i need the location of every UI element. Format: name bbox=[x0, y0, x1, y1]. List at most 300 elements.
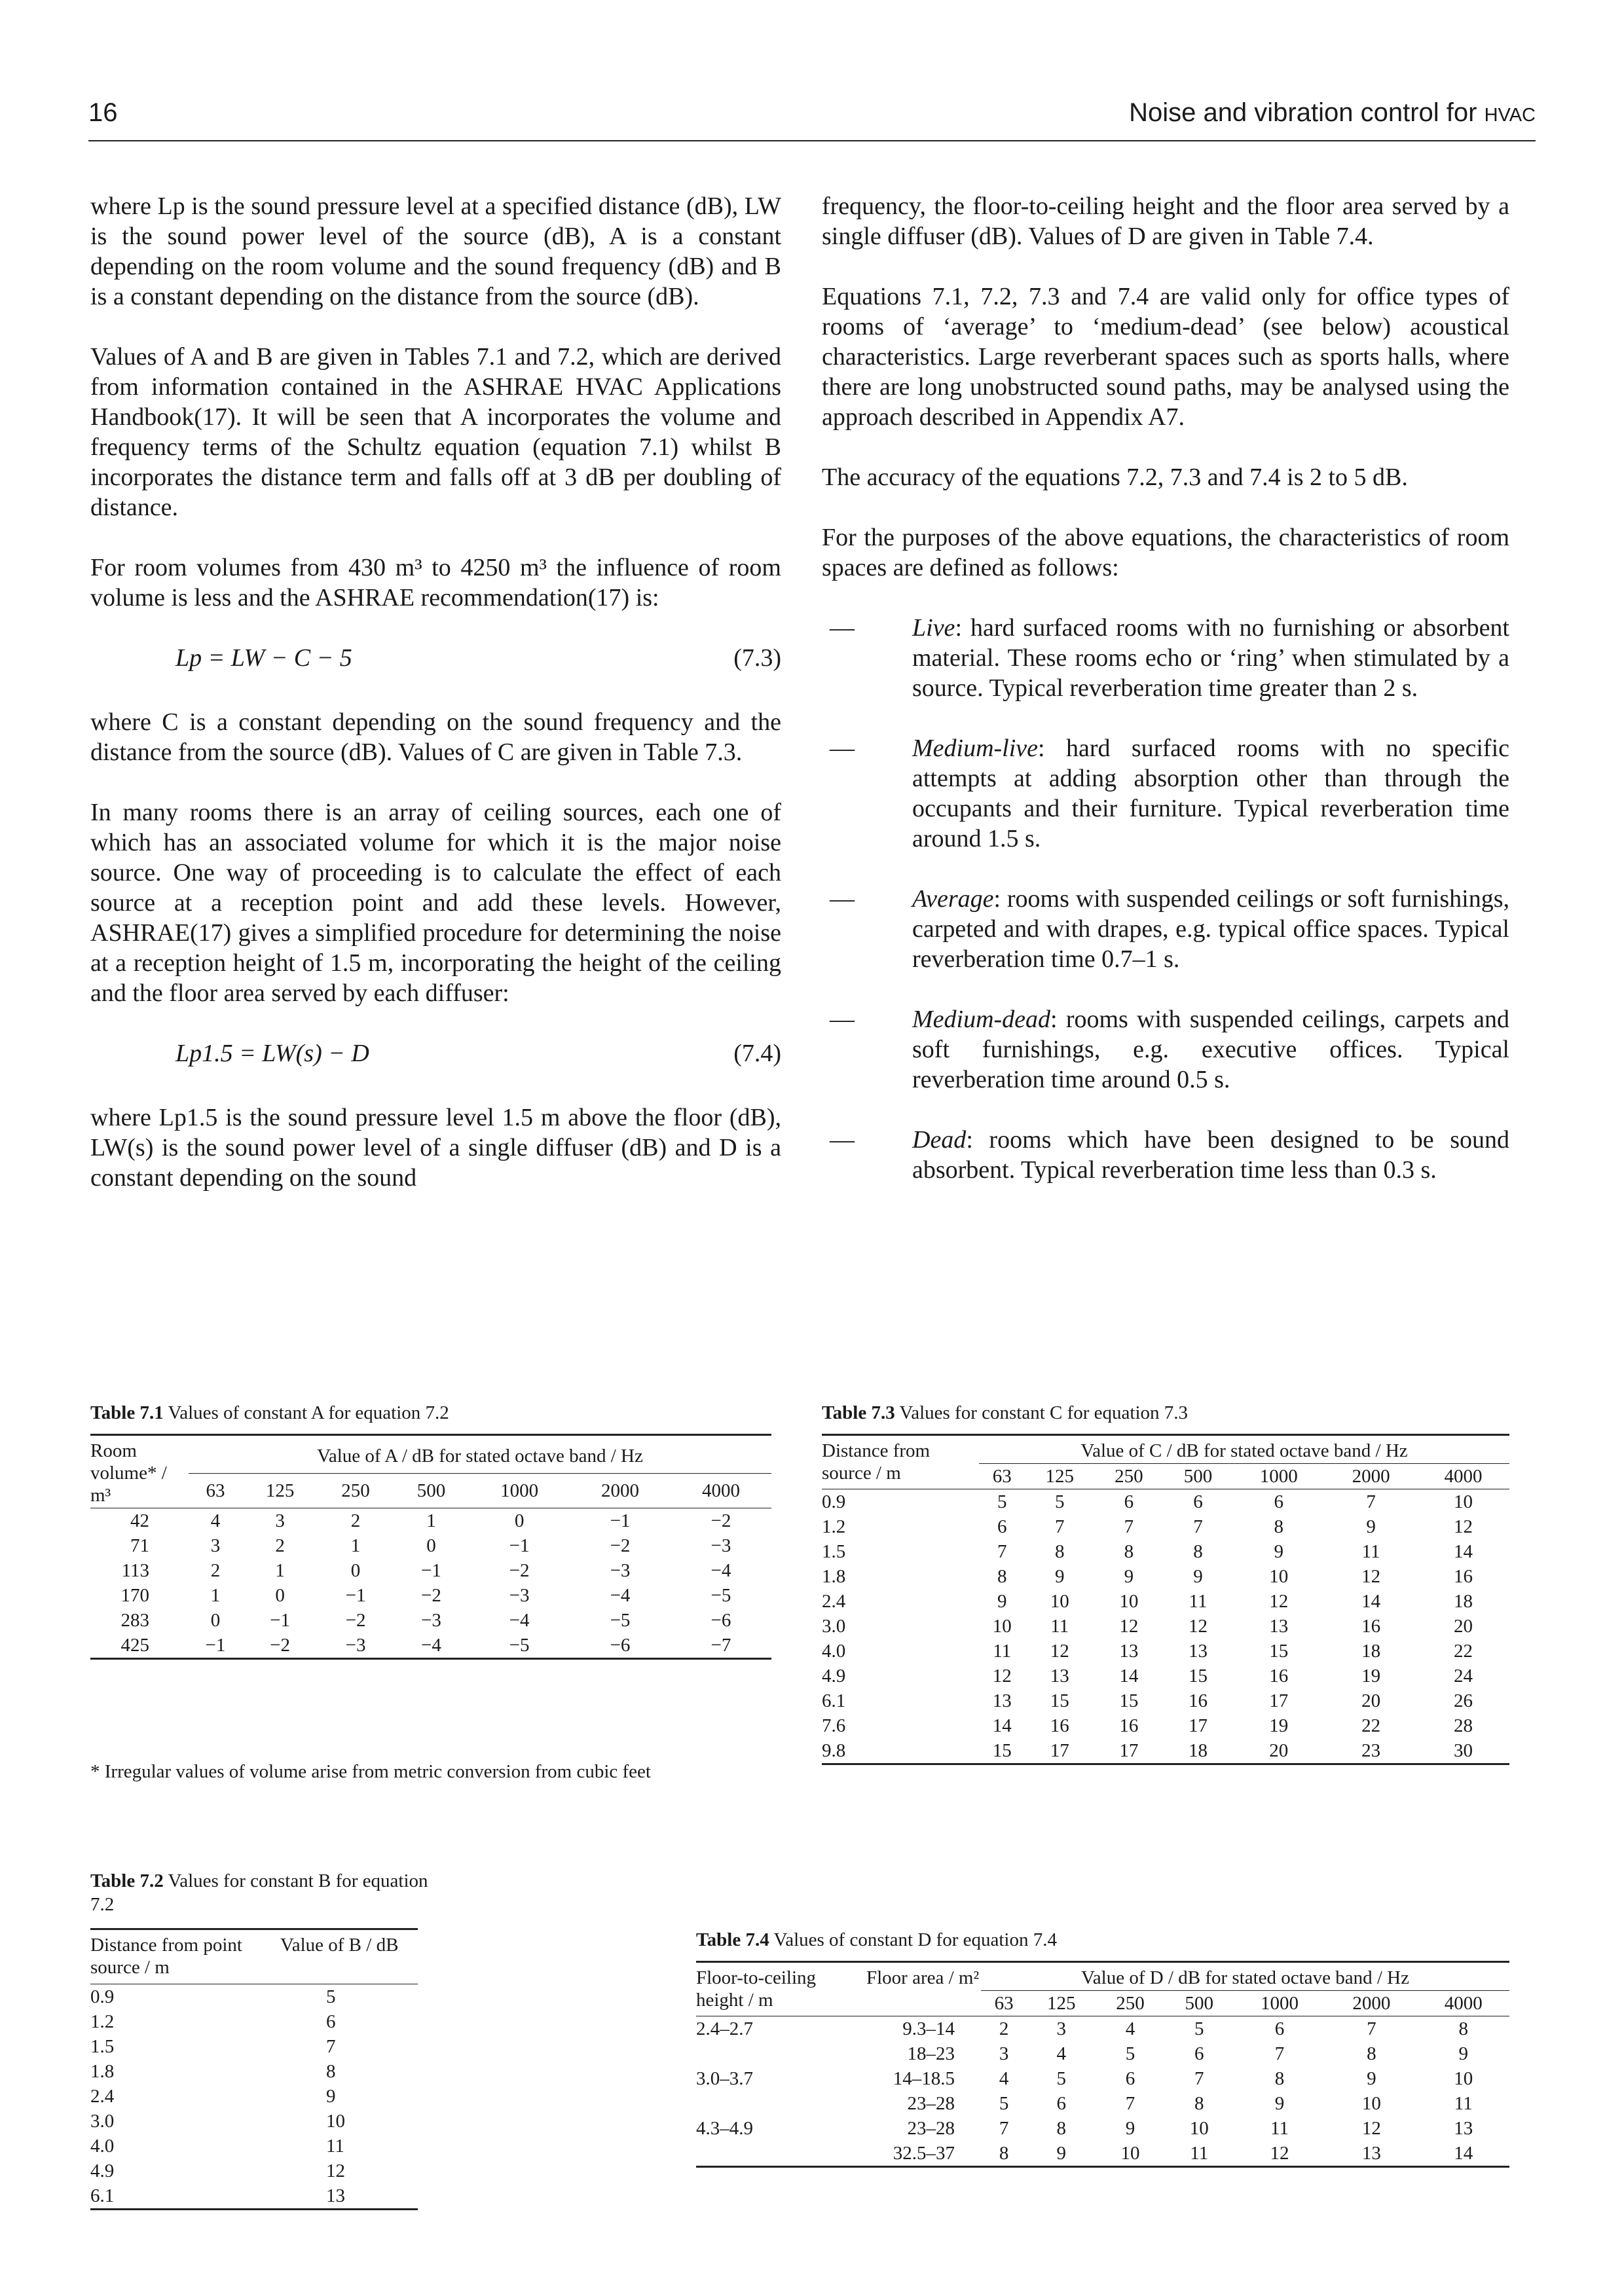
table-cell: 7 bbox=[1367, 2018, 1376, 2039]
table-row bbox=[90, 2109, 418, 2134]
table-row bbox=[90, 2034, 418, 2059]
table-cell: −6 bbox=[710, 1610, 731, 1631]
table-cell: 3 bbox=[999, 2043, 1009, 2064]
table-cell: 7 bbox=[1194, 2068, 1204, 2089]
table-cell: 6 bbox=[326, 2011, 336, 2032]
table-cell: 12 bbox=[1269, 1591, 1289, 1612]
paragraph: where Lp1.5 is the sound pressure level 1.5 m above the floor (dB), LW(s) is the sound power level of a single diffuser (dB) and D is a constant depending on the sound bbox=[90, 1104, 781, 1192]
table-cell: 7 bbox=[1193, 1516, 1203, 1537]
table-cell: 17 bbox=[1269, 1690, 1289, 1711]
band-header: 250 bbox=[1116, 1993, 1145, 2014]
band-header: 63 bbox=[994, 1993, 1014, 2014]
table-cell: 6 bbox=[1194, 2043, 1204, 2064]
table-cell: 9 bbox=[1366, 1516, 1376, 1537]
table-cell: 16 bbox=[1189, 1690, 1208, 1711]
table-cell: 8 bbox=[997, 1566, 1007, 1587]
table-cell: 13 bbox=[1050, 1666, 1069, 1686]
paragraph: For room volumes from 430 m³ to 4250 m³ the influence of room volume is less and the ASHRAE recommendation(17) is: bbox=[90, 554, 781, 611]
table-cell: 14 bbox=[1361, 1591, 1381, 1612]
list-dash: — bbox=[830, 1006, 855, 1033]
table-cell: 12 bbox=[992, 1666, 1012, 1686]
table-cell: 2 bbox=[275, 1535, 285, 1556]
table-cell: 4 bbox=[999, 2068, 1009, 2089]
table-header: Floor area / m² bbox=[866, 1967, 980, 1988]
table-cell: −2 bbox=[610, 1535, 631, 1556]
table-cell: 6 bbox=[1193, 1491, 1203, 1512]
table-cell: 32.5–37 bbox=[893, 2143, 955, 2164]
running-title: Noise and vibration control for HVAC bbox=[1129, 98, 1536, 127]
table-cell: 7 bbox=[1124, 1516, 1134, 1537]
table-7-3-caption: Table 7.3 Values for constant C for equation 7.3 bbox=[822, 1402, 1189, 1423]
table-cell: 11 bbox=[1454, 2093, 1473, 2114]
table-cell: 0 bbox=[275, 1585, 285, 1606]
table-cell: 15 bbox=[992, 1740, 1012, 1761]
table-cell: 42 bbox=[130, 1510, 149, 1531]
table-cell: 0 bbox=[210, 1610, 221, 1631]
table-cell: 5 bbox=[1194, 2018, 1204, 2039]
table-span-header: Value of D / dB for stated octave band / Hz bbox=[981, 1962, 1509, 1991]
table-cell: 11 bbox=[1189, 1591, 1208, 1612]
list-item bbox=[822, 1004, 1509, 1095]
table-cell: 18 bbox=[1454, 1591, 1473, 1612]
table-cell: 10 bbox=[992, 1616, 1012, 1637]
table-cell: 14 bbox=[1454, 2143, 1473, 2164]
table-cell: −1 bbox=[270, 1610, 291, 1631]
table-cell: −5 bbox=[710, 1585, 731, 1606]
table-cell: 4.0 bbox=[90, 2136, 115, 2157]
table-cell: 7 bbox=[1125, 2093, 1135, 2114]
table-cell: 16 bbox=[1269, 1666, 1289, 1686]
table-cell: 4.9 bbox=[90, 2160, 115, 2181]
table-row bbox=[696, 2016, 1509, 2042]
table-cell: 11 bbox=[326, 2136, 344, 2157]
table-cell: 7 bbox=[326, 2036, 336, 2057]
table-cell: 10 bbox=[1050, 1591, 1069, 1612]
table-cell: 1.2 bbox=[90, 2011, 115, 2032]
table-cell: 7 bbox=[997, 1541, 1007, 1562]
table-row bbox=[822, 1639, 1509, 1664]
table-cell: −4 bbox=[710, 1560, 731, 1581]
band-header: 2000 bbox=[1352, 1993, 1391, 2014]
paragraph: Values of A and B are given in Tables 7.1 and 7.2, which are derived from information contained in the ASHRAE HVAC Applications Handbook(17). It will be seen that A incorporates the volume and frequency terms of the Schultz equation (equation 7.1) whilst B incorporates the distance term and falls off at 3 dB per doubling of distance. bbox=[90, 343, 781, 521]
list-item-text: Medium-dead: rooms with suspended ceilings, carpets and soft furnishings, e.g. executive offices. Typical reverberation time around 0.5 s. bbox=[912, 1006, 1509, 1093]
band-header: 125 bbox=[1047, 1993, 1076, 2014]
table-cell: 8 bbox=[1193, 1541, 1203, 1562]
equation-7-4: Lp1.5 = LW(s) − D (7.4) bbox=[175, 1040, 781, 1067]
table-cell: 3.0–3.7 bbox=[696, 2068, 753, 2089]
table-cell: −1 bbox=[610, 1510, 631, 1531]
table-cell: 5 bbox=[326, 1986, 336, 2007]
paragraph: The accuracy of the equations 7.2, 7.3 and 7.4 is 2 to 5 dB. bbox=[822, 464, 1408, 491]
table-cell: 0 bbox=[514, 1510, 525, 1531]
table-7-4-caption: Table 7.4 Values of constant D for equation 7.4 bbox=[696, 1929, 1057, 1950]
table-cell: 8 bbox=[999, 2143, 1009, 2164]
table-cell: 13 bbox=[992, 1690, 1012, 1711]
table-cell: 0 bbox=[350, 1560, 361, 1581]
list-dash: — bbox=[830, 885, 855, 913]
table-7-1 bbox=[90, 1434, 771, 1660]
table-cell: 1 bbox=[350, 1535, 361, 1556]
band-header: 1000 bbox=[1259, 1466, 1298, 1487]
table-cell: 13 bbox=[326, 2185, 345, 2206]
band-header: 4000 bbox=[1444, 1466, 1483, 1487]
table-cell: 4 bbox=[1125, 2018, 1135, 2039]
table-cell: 9.8 bbox=[822, 1740, 846, 1761]
table-row bbox=[90, 2059, 418, 2084]
band-header: 500 bbox=[1183, 1466, 1213, 1487]
table-cell: 22 bbox=[1454, 1641, 1473, 1662]
table-cell: 23–28 bbox=[907, 2093, 955, 2114]
table-cell: −2 bbox=[345, 1610, 366, 1631]
table-cell: 19 bbox=[1269, 1715, 1289, 1736]
table-cell: 6.1 bbox=[90, 2185, 115, 2206]
table-row bbox=[90, 1558, 771, 1583]
table-cell: 7 bbox=[999, 2118, 1009, 2139]
table-cell: 3 bbox=[210, 1535, 221, 1556]
table-row bbox=[822, 1713, 1509, 1738]
band-header: 1000 bbox=[500, 1480, 539, 1502]
table-cell: −2 bbox=[270, 1635, 291, 1656]
table-cell: −1 bbox=[421, 1560, 441, 1581]
table-cell: 15 bbox=[1050, 1690, 1069, 1711]
table-row bbox=[822, 1489, 1509, 1515]
table-cell bbox=[696, 2091, 866, 2116]
list-item bbox=[822, 613, 1509, 703]
table-cell: 5 bbox=[997, 1491, 1007, 1512]
table-cell: −4 bbox=[610, 1585, 631, 1606]
table-cell: 12 bbox=[1270, 2143, 1289, 2164]
table-cell: 9 bbox=[997, 1591, 1007, 1612]
table-cell: 15 bbox=[1119, 1690, 1139, 1711]
table-cell: 7 bbox=[1054, 1516, 1065, 1537]
table-cell: 2.4–2.7 bbox=[696, 2018, 753, 2039]
table-cell: 17 bbox=[1189, 1715, 1208, 1736]
table-cell: −3 bbox=[421, 1610, 441, 1631]
table-cell: 1 bbox=[210, 1585, 221, 1606]
band-header: 500 bbox=[416, 1480, 446, 1502]
table-cell: 7.6 bbox=[822, 1715, 846, 1736]
table-cell: 12 bbox=[1189, 1616, 1208, 1637]
table-cell: 9 bbox=[1124, 1566, 1134, 1587]
table-cell: 2.4 bbox=[90, 2086, 115, 2107]
table-cell: 9.3–14 bbox=[902, 2018, 955, 2039]
table-cell bbox=[696, 2141, 866, 2167]
band-header: 500 bbox=[1185, 1993, 1213, 2014]
table-row bbox=[822, 1688, 1509, 1713]
table-row bbox=[696, 2041, 1509, 2066]
table-cell: 3 bbox=[275, 1510, 285, 1531]
table-cell: 11 bbox=[1361, 1541, 1380, 1562]
table-cell: 6 bbox=[1124, 1491, 1134, 1512]
table-cell: 28 bbox=[1454, 1715, 1473, 1736]
table-cell: 11 bbox=[993, 1641, 1012, 1662]
table-cell: −3 bbox=[509, 1585, 530, 1606]
table-cell: 6.1 bbox=[822, 1690, 846, 1711]
table-cell: 9 bbox=[1458, 2043, 1468, 2064]
table-cell: −3 bbox=[710, 1535, 731, 1556]
table-cell: 10 bbox=[1454, 1491, 1473, 1512]
table-cell: 4.3–4.9 bbox=[696, 2118, 753, 2139]
table-cell: 11 bbox=[1050, 1616, 1069, 1637]
table-cell: 8 bbox=[1367, 2043, 1376, 2064]
table-cell: 3.0 bbox=[822, 1616, 846, 1637]
list-item bbox=[822, 1125, 1509, 1185]
table-cell: −2 bbox=[509, 1560, 530, 1581]
list-term: Live bbox=[912, 614, 955, 642]
list-term: Medium-live bbox=[912, 735, 1039, 762]
table-cell: −7 bbox=[710, 1635, 731, 1656]
page-number: 16 bbox=[88, 98, 118, 127]
page-header bbox=[88, 97, 1536, 141]
table-cell: 30 bbox=[1454, 1740, 1473, 1761]
table-cell: 14 bbox=[1119, 1666, 1139, 1686]
table-cell: 5 bbox=[999, 2093, 1009, 2114]
table-row bbox=[90, 2183, 418, 2210]
table-cell: 14 bbox=[992, 1715, 1012, 1736]
table-cell: 9 bbox=[1193, 1566, 1203, 1587]
table-cell: 11 bbox=[1190, 2143, 1209, 2164]
table-cell: 1.8 bbox=[90, 2061, 115, 2082]
table-cell: 18 bbox=[1361, 1641, 1381, 1662]
table-span-header: Value of A / dB for stated octave band / Hz bbox=[189, 1435, 771, 1474]
table-cell: 14–18.5 bbox=[893, 2068, 955, 2089]
table-cell: 113 bbox=[121, 1560, 149, 1581]
table-cell: 10 bbox=[1119, 1591, 1139, 1612]
table-cell: 16 bbox=[1119, 1715, 1139, 1736]
table-cell: 13 bbox=[1189, 1641, 1208, 1662]
left-column bbox=[90, 191, 781, 1223]
table-cell: 12 bbox=[1050, 1641, 1069, 1662]
table-cell: 17 bbox=[1050, 1740, 1069, 1761]
table-cell: 3.0 bbox=[90, 2111, 115, 2132]
table-cell: −1 bbox=[509, 1535, 530, 1556]
table-cell: 8 bbox=[1124, 1541, 1134, 1562]
table-cell: 1.5 bbox=[822, 1541, 846, 1562]
table-cell: 5 bbox=[1054, 1491, 1065, 1512]
table-cell: 18 bbox=[1189, 1740, 1208, 1761]
list-term: Medium-dead bbox=[912, 1006, 1051, 1033]
list-item bbox=[822, 884, 1509, 974]
paragraph: Equations 7.1, 7.2, 7.3 and 7.4 are valid only for office types of rooms of ‘average’ to ‘medium-dead’ (see below) acoustical characteristics. Large reverberant spaces such as sports halls, where there are long unobstructed sound paths, may be analysed using the approach described in Appendix A7. bbox=[822, 283, 1509, 431]
table-row bbox=[90, 1533, 771, 1558]
table-cell: 10 bbox=[1189, 2118, 1209, 2139]
list-dash: — bbox=[830, 735, 855, 762]
table-cell: 4.9 bbox=[822, 1666, 846, 1686]
paragraph: where C is a constant depending on the sound frequency and the distance from the source (dB). Values of C are given in Table 7.3. bbox=[90, 708, 781, 766]
table-cell: 10 bbox=[1454, 2068, 1473, 2089]
table-cell: 2 bbox=[999, 2018, 1009, 2039]
table-cell: 10 bbox=[1361, 2093, 1381, 2114]
table-cell: 8 bbox=[1458, 2018, 1468, 2039]
table-cell: 26 bbox=[1454, 1690, 1473, 1711]
table-cell: 19 bbox=[1361, 1666, 1381, 1686]
table-header: Distance from source / m bbox=[822, 1440, 931, 1484]
right-column bbox=[822, 191, 1509, 1215]
table-cell: 15 bbox=[1269, 1641, 1289, 1662]
list-item-text: Live: hard surfaced rooms with no furnishing or absorbent material. These rooms echo or ‘ring’ when stimulated by a source. Typical reverberation time greater than 2 s. bbox=[912, 614, 1509, 702]
table-cell: 425 bbox=[120, 1635, 149, 1656]
table-cell: 10 bbox=[1120, 2143, 1140, 2164]
table-row bbox=[696, 2091, 1509, 2116]
table-cell: 170 bbox=[120, 1585, 149, 1606]
table-cell: 20 bbox=[1361, 1690, 1381, 1711]
table-cell: 2.4 bbox=[822, 1591, 846, 1612]
table-row bbox=[90, 1633, 771, 1659]
table-cell bbox=[696, 2041, 866, 2066]
table-cell: −3 bbox=[610, 1560, 631, 1581]
table-row bbox=[696, 2141, 1509, 2167]
table-row bbox=[90, 2159, 418, 2183]
table-cell: 16 bbox=[1454, 1566, 1473, 1587]
table-cell: 8 bbox=[1274, 1516, 1283, 1537]
table-row bbox=[90, 2009, 418, 2034]
table-cell: 9 bbox=[1054, 1566, 1065, 1587]
equation-7-3: Lp = LW − C − 5 (7.3) bbox=[175, 644, 781, 672]
table-cell: 6 bbox=[997, 1516, 1007, 1537]
paragraph: where Lp is the sound pressure level at a specified distance (dB), LW is the sound power level of the source (dB), A is a constant depending on the room volume and the sound frequency (dB) and B is a constant depending on the distance from the source (dB). bbox=[90, 192, 781, 310]
table-cell: 0.9 bbox=[90, 1986, 115, 2007]
paragraph: For the purposes of the above equations, the characteristics of room spaces are defined as follows: bbox=[822, 524, 1509, 581]
table-cell: 11 bbox=[1270, 2118, 1289, 2139]
table-cell: 13 bbox=[1119, 1641, 1139, 1662]
table-row bbox=[90, 1508, 771, 1534]
table-7-1-caption: Table 7.1 Values of constant A for equation 7.2 bbox=[90, 1402, 449, 1423]
table-cell: 6 bbox=[1125, 2068, 1135, 2089]
table-cell: 4 bbox=[210, 1510, 221, 1531]
table-row bbox=[696, 2116, 1509, 2141]
table-7-2-caption: Table 7.2 Values for constant B for equation 7.2 bbox=[90, 1870, 428, 1915]
table-header: Value of B / dB bbox=[280, 1935, 399, 1956]
table-cell: −1 bbox=[205, 1635, 226, 1656]
table-cell: 13 bbox=[1269, 1616, 1289, 1637]
list-item-text: Dead: rooms which have been designed to be sound absorbent. Typical reverberation time less than 0.3 s. bbox=[912, 1126, 1509, 1184]
table-cell: 1.8 bbox=[822, 1566, 846, 1587]
table-cell: −2 bbox=[710, 1510, 731, 1531]
room-characteristics-list bbox=[822, 613, 1509, 1185]
band-header: 2000 bbox=[1352, 1466, 1390, 1487]
table-7-3 bbox=[822, 1434, 1509, 1765]
table-cell: −2 bbox=[421, 1585, 441, 1606]
table-cell: 2 bbox=[350, 1510, 361, 1531]
table-cell: −1 bbox=[345, 1585, 366, 1606]
table-cell: 6 bbox=[1274, 1491, 1283, 1512]
list-dash: — bbox=[830, 614, 855, 642]
table-cell: −5 bbox=[509, 1635, 530, 1656]
band-header: 125 bbox=[1045, 1466, 1074, 1487]
table-row bbox=[822, 1589, 1509, 1614]
table-cell: 4.0 bbox=[822, 1641, 846, 1662]
table-cell: 13 bbox=[1361, 2143, 1381, 2164]
table-cell: 12 bbox=[1119, 1616, 1139, 1637]
table-cell: 16 bbox=[1050, 1715, 1069, 1736]
table-cell: 17 bbox=[1119, 1740, 1139, 1761]
table-row bbox=[822, 1664, 1509, 1688]
table-cell: −3 bbox=[345, 1635, 366, 1656]
band-header: 63 bbox=[206, 1480, 225, 1502]
table-cell: 283 bbox=[120, 1610, 149, 1631]
table-7-4 bbox=[696, 1961, 1509, 2168]
table-row bbox=[696, 2066, 1509, 2091]
table-cell: 2 bbox=[210, 1560, 221, 1581]
table-cell: 12 bbox=[1361, 1566, 1381, 1587]
paragraph: In many rooms there is an array of ceiling sources, each one of which has an associated volume for which it is the major noise source. One way of proceeding is to calculate the effect of each source at a reception point and add these levels. However, ASHRAE(17) gives a simplified procedure for determining the noise at a reception height of 1.5 m, incorporating the height of the ceiling and the floor area served by each diffuser: bbox=[90, 799, 781, 1007]
band-header: 2000 bbox=[600, 1480, 639, 1502]
table-cell: 12 bbox=[1361, 2118, 1381, 2139]
table-7-2 bbox=[90, 1928, 418, 2210]
table-cell: 18–23 bbox=[907, 2043, 955, 2064]
table-row bbox=[822, 1539, 1509, 1564]
table-span-header: Value of C / dB for stated octave band / Hz bbox=[979, 1435, 1509, 1464]
table-header: Room volume* / m³ bbox=[90, 1440, 167, 1506]
table-cell: 1.5 bbox=[90, 2036, 115, 2057]
table-cell: 20 bbox=[1454, 1616, 1473, 1637]
table-cell: 9 bbox=[1274, 2093, 1285, 2114]
table-cell: −6 bbox=[610, 1635, 631, 1656]
table-cell: 8 bbox=[326, 2061, 336, 2082]
table-cell: 8 bbox=[1274, 2068, 1285, 2089]
table-cell: −5 bbox=[610, 1610, 631, 1631]
table-cell: 16 bbox=[1361, 1616, 1381, 1637]
band-header: 63 bbox=[992, 1466, 1012, 1487]
list-dash: — bbox=[830, 1126, 855, 1154]
band-header: 4000 bbox=[1444, 1993, 1483, 2014]
table-cell: −4 bbox=[509, 1610, 530, 1631]
table-row bbox=[90, 1608, 771, 1633]
table-header: Distance from point source / m bbox=[90, 1935, 242, 1978]
band-header: 250 bbox=[1115, 1466, 1143, 1487]
table-row bbox=[90, 2084, 418, 2109]
table-cell: 9 bbox=[1367, 2068, 1376, 2089]
table-cell: 1 bbox=[426, 1510, 436, 1531]
table-row bbox=[90, 1583, 771, 1608]
paragraph: frequency, the floor-to-ceiling height and the floor area served by a single diffuser (dB). Values of D are given in Table 7.4. bbox=[822, 192, 1509, 250]
table-cell: 4 bbox=[1056, 2043, 1067, 2064]
table-cell: 0 bbox=[426, 1535, 436, 1556]
table-cell: 9 bbox=[1056, 2143, 1067, 2164]
table-header: Floor-to-ceiling height / m bbox=[696, 1967, 817, 2011]
table-row bbox=[822, 1738, 1509, 1764]
table-cell: 23–28 bbox=[907, 2118, 955, 2139]
table-row bbox=[90, 1984, 418, 2010]
band-header: 125 bbox=[265, 1480, 295, 1502]
table-cell: 3 bbox=[1056, 2018, 1067, 2039]
table-row bbox=[822, 1614, 1509, 1639]
table-cell: 7 bbox=[1274, 2043, 1285, 2064]
table-cell: 9 bbox=[1274, 1541, 1283, 1562]
list-term: Average bbox=[912, 885, 994, 913]
table-cell: 24 bbox=[1454, 1666, 1473, 1686]
table-cell: 9 bbox=[1125, 2118, 1135, 2139]
table-cell: 6 bbox=[1274, 2018, 1285, 2039]
table-cell: 8 bbox=[1054, 1541, 1065, 1562]
table-cell: 8 bbox=[1194, 2093, 1204, 2114]
band-header: 4000 bbox=[701, 1480, 740, 1502]
band-header: 1000 bbox=[1261, 1993, 1299, 2014]
table-cell: 10 bbox=[326, 2111, 345, 2132]
table-cell: 8 bbox=[1056, 2118, 1067, 2139]
list-term: Dead bbox=[912, 1126, 967, 1154]
table-cell: 12 bbox=[326, 2160, 345, 2181]
table-cell: −4 bbox=[421, 1635, 441, 1656]
table-row bbox=[90, 2134, 418, 2159]
table-cell: 13 bbox=[1454, 2118, 1473, 2139]
table-cell: 0.9 bbox=[822, 1491, 846, 1512]
table-cell: 5 bbox=[1125, 2043, 1135, 2064]
table-row bbox=[822, 1514, 1509, 1539]
table-cell: 1.2 bbox=[822, 1516, 846, 1537]
table-cell: 14 bbox=[1454, 1541, 1473, 1562]
table-cell: 20 bbox=[1269, 1740, 1289, 1761]
